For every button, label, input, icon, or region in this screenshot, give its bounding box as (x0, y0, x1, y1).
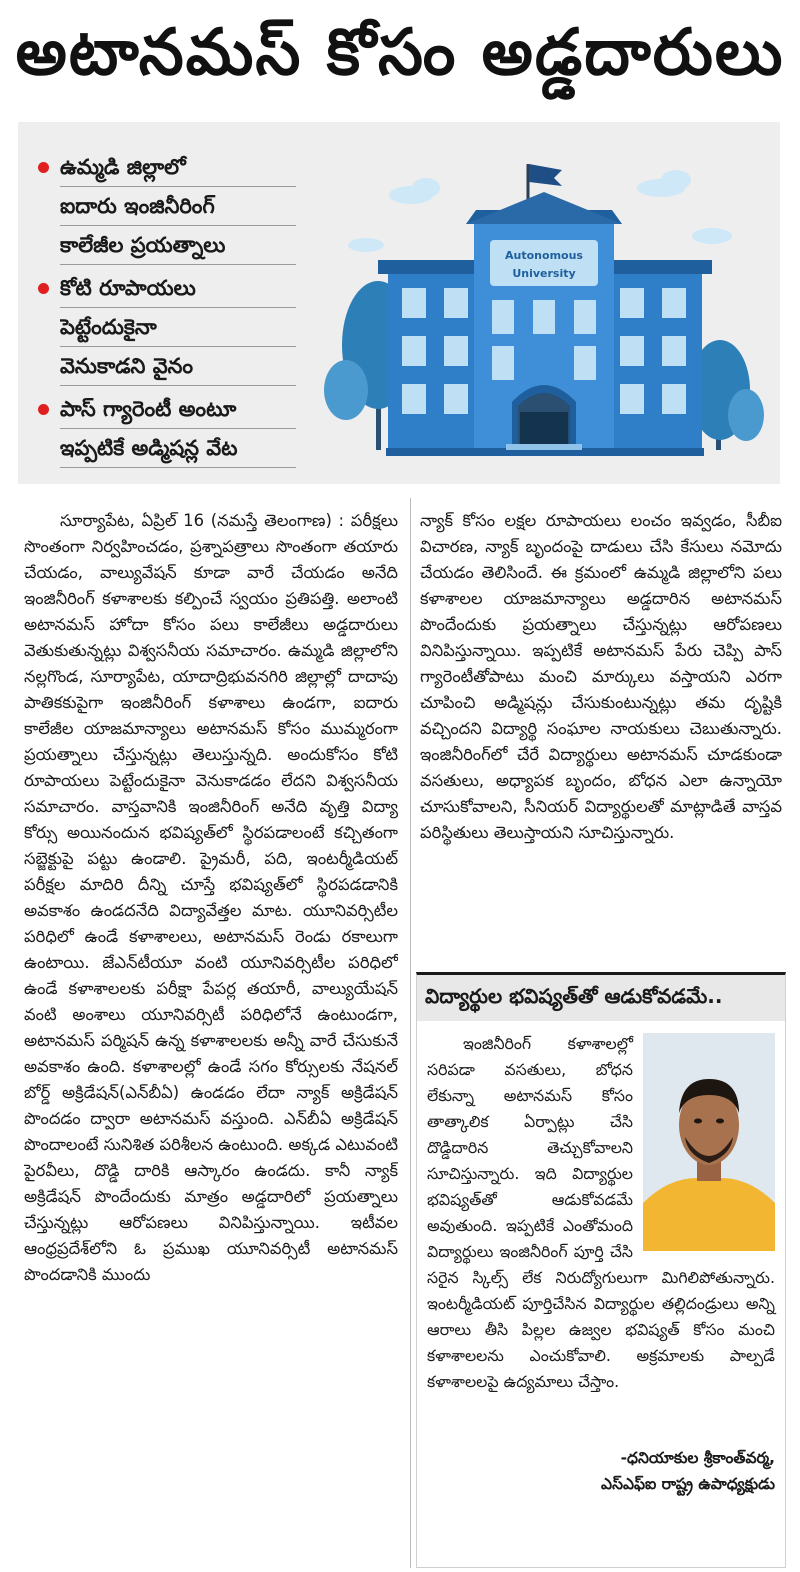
highlight-line: పాస్ గ్యారెంటీ అంటూ (60, 390, 296, 429)
signature (417, 1445, 775, 1497)
highlight-line: ఐదారు ఇంజినీరింగ్ (60, 187, 296, 226)
quote-sidebar (416, 972, 786, 1568)
highlight-line: వెనుకాడని వైనం (60, 347, 296, 386)
highlight-item (36, 390, 296, 468)
sign-text-line1: Autonomous (505, 249, 583, 262)
article-paragraph: సూర్యాపేట, ఏప్రిల్ 16 (నమస్తే తెలంగాణ) : పరీక్షలు సొంతంగా నిర్వహించడం, ప్రశ్నాపత్రాలు సొంతంగా తయారు చేయడం, వాల్యువేషన్ కూడా వారే చేయడం అనేది ఇంజినీరింగ్ కళాశాలకు కల్పించే స్వయం ప్రతిపత్తి. అలాంటి అటానమస్ హోదా కోసం పలు కాలేజీలు అడ్డదారులు వెతుకుతున్నట్లు విశ్వసనీయ సమాచారం. ఉమ్మడి జిల్లాలోని నల్లగొండ, సూర్యాపేట, యాదాద్రిభువనగిరి జిల్లాల్లో దాదాపు పాతికకుపైగా ఇంజినీరింగ్ కళాశాలు ఉండగా, ఐదారు కాలేజీల యాజమాన్యాలు అటానమస్ కోసం ముమ్మరంగా ప్రయత్నాలు చేస్తున్నట్లు తెలుస్తున్నది. అందుకోసం కోటి రూపాయలు పెట్టేందుకైనా వెనుకాడడం లేదని విశ్వసనీయ సమాచారం. వాస్తవానికి ఇంజినీరింగ్ అనేది వృత్తి విద్యా కోర్సు అయినందున భవిష్యత్‌లో స్థిరపడాలంటే కచ్చితంగా సబ్జెక్టుపై పట్టు ఉండాలి. ప్రైమరీ, పది, ఇంటర్మీడియట్ పరీక్షల మాదిరి దీన్ని చూస్తే భవిష్యత్‌లో స్థిరపడడానికి అవకాశం ఉండదనేది విద్యావేత్తల మాట. యూనివర్సిటీల పరిధిలో ఉండే కళాశాలలు, అటానమస్ రెండు రకాలుగా ఉంటాయి. జేఎన్‌టీయూ వంటి యూనివర్సిటీల పరిధిలో ఉండే కళాశాలలకు పరీక్షా పేపర్ల తయారీ, వాల్యుయేషన్ వంటి అంశాలు యూనివర్సిటీ పరిధిలోనే ఉంటుండగా, అటానమస్ పర్మిషన్ ఉన్న కళాశాలలకు అన్నీ వారే చేసుకునే అవకాశం ఉంది. కళాశాలల్లో ఉండే సగం కోర్సులకు నేషనల్ బోర్డ్ అక్రిడేషన్(ఎన్‌బీఏ) ఉండడం లేదా న్యాక్ అక్రిడేషన్ పొందడం ద్వారా అటానమస్ వస్తుంది. ఎన్‌బీఏ అక్రిడేషన్ పొందాలంటే సునిశిత పరిశీలన ఉంటుంది. అక్కడ ఎటువంటి పైరవీలు, దొడ్డి దారికి ఆస్కారం ఉండదు. కానీ న్యాక్ అక్రిడేషన్ పొందేందుకు మాత్రం అడ్డదారిలో ప్రయత్నాలు చేస్తున్నట్లు ఆరోపణలు వినిపిస్తున్నాయి. ఇటీవల ఆంధ్రప్రదేశ్‌లోని ఓ ప్రముఖ యూనివర్సిటీ అటానమస్ పొందడానికి ముందు (24, 511, 398, 1284)
sign-text-line2: University (512, 267, 576, 280)
highlight-line: పెట్టేందుకైనా (60, 308, 296, 347)
highlight-item (36, 269, 296, 386)
university-building-illustration (316, 140, 772, 476)
sidebar-title: విద్యార్థుల భవిష్యత్‌తో ఆడుకోవడమే.. (417, 975, 785, 1021)
signature-name: -ధనియాకుల శ్రీకాంత్‌వర్మ, (620, 1449, 775, 1467)
highlight-line: ఇప్పటికే అడ్మిషన్ల వేట (60, 429, 296, 468)
article-column-left (24, 508, 398, 1568)
highlights-list (36, 148, 296, 472)
bullet-dot-icon (38, 162, 49, 173)
highlight-item (36, 148, 296, 265)
column-divider (410, 498, 411, 1568)
summary-panel (18, 122, 780, 484)
highlight-line: ఉమ్మడి జిల్లాలో (60, 148, 296, 187)
sidebar-body (417, 1021, 785, 1521)
signature-role: ఎస్‌ఎఫ్‌ఐ రాష్ట్ర ఉపాధ్యక్షుడు (601, 1475, 775, 1493)
headline: అటానమస్ కోసం అడ్డదారులు (15, 15, 785, 90)
article-paragraph: న్యాక్ కోసం లక్షల రూపాయలు లంచం ఇవ్వడం, సీబీఐ విచారణ, న్యాక్ బృందంపై దాడులు చేసి కేసులు నమోదు చేయడం తెలిసిందే. ఈ క్రమంలో ఉమ్మడి జిల్లాలోని పలు కళాశాలల యాజమాన్యాలు అడ్డదారిన అటానమస్ పొందేందుకు ప్రయత్నాలు చేస్తున్నట్లు ఆరోపణలు వినిపిస్తున్నాయి. ఇప్పటికే అటానమస్ పేరు చెప్పి పాస్ గ్యారెంటీతోపాటు మంచి మార్కులు వస్తాయని ఎరగా చూపించి అడ్మిషన్లు చేసుకుంటున్నట్లు తమ దృష్టికి వచ్చిందని విద్యార్థి సంఘాల నాయకులు చెబుతున్నారు. ఇంజినీరింగ్‌లో చేరే విద్యార్థులు అటానమస్ చూడకుండా వసతులు, అధ్యాపక బృందం, బోధన ఎలా ఉన్నాయో చూసుకోవాలని, సీనియర్ విద్యార్థులతో మాట్లాడితే వాస్తవ పరిస్థితులు తెలుస్తాయని సూచిస్తున్నారు. (420, 511, 782, 842)
article-column-right (420, 508, 782, 960)
sidebar-paragraph: ఇంజినీరింగ్ కళాశాలల్లో సరిపడా వసతులు, బోధన లేకున్నా అటానమస్ కోసం తాత్కాలిక ఏర్పాట్లు చేసి దొడ్డిదారిన తెచ్చుకోవాలని సూచిస్తున్నారు. ఇది విద్యార్థుల భవిష్యత్‌తో ఆడుకోవడమే అవుతుంది. ఇప్పటికే ఎంతోమంది విద్యార్థులు ఇంజినీరింగ్ పూర్తి చేసి సరైన స్కిల్స్ లేక నిరుద్యోగులుగా మిగిలిపోతున్నారు. ఇంటర్మీడియట్ పూర్తిచేసిన విద్యార్థుల తల్లిదండ్రులు అన్ని ఆరాలు తీసి పిల్లల ఉజ్వల భవిష్యత్ కోసం మంచి కళాశాలలను ఎంచుకోవాలి. అక్రమాలకు పాల్పడే కళాశాలలపై ఉద్యమాలు చేస్తాం. (427, 1034, 775, 1391)
portrait-photo (643, 1033, 775, 1251)
bullet-dot-icon (38, 404, 49, 415)
bullet-dot-icon (38, 283, 49, 294)
highlight-line: కాలేజీల ప్రయత్నాలు (60, 226, 296, 265)
highlight-line: కోటి రూపాయలు (60, 269, 296, 308)
